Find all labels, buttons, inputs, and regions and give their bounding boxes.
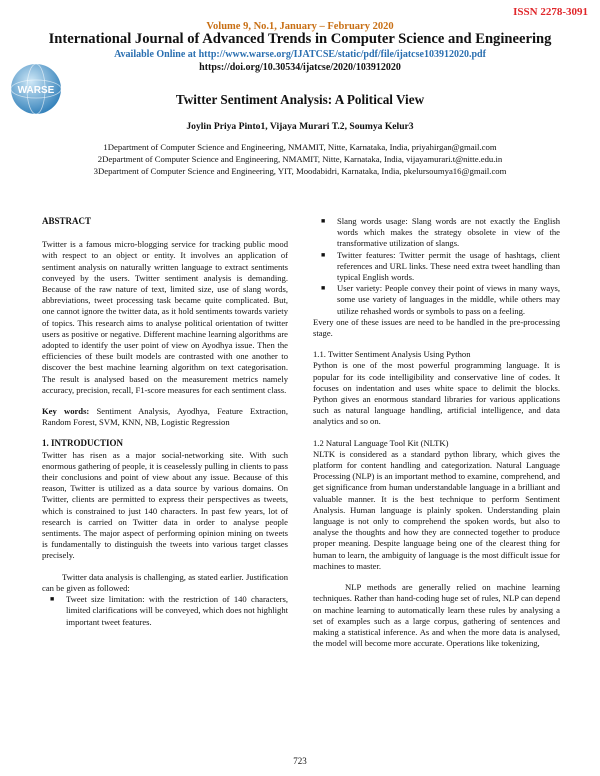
- issn: ISSN 2278-3091: [513, 6, 588, 18]
- intro-paragraph-2: Twitter data analysis is challenging, as stated earlier. Justification can be given as followed:: [42, 571, 288, 593]
- bullet-item: ■ User variety: People convey their point of views in many ways, some use variety of languages in the middle, while others may utilize rehashed words or symbols to pass on a feeling.: [321, 283, 560, 316]
- keywords: [42, 406, 288, 428]
- bullet-item: ■ Twitter features: Twitter permit the usage of hashtags, client references and URL links. These need extra tweet handling than typical English words.: [321, 249, 560, 283]
- abstract-heading: ABSTRACT: [42, 216, 92, 226]
- bullet-icon: ■: [321, 217, 326, 225]
- affiliation-3: 3Department of Computer Science and Engineering, YIT, Moodabidri, Karnataka, India, pkelursoumya16@gmail.com: [93, 166, 507, 176]
- page-number: 723: [293, 756, 307, 766]
- left-column: [42, 216, 288, 628]
- keywords-text: Sentiment Analysis, Ayodhya, Feature Extraction, Random Forest, SVM, KNN, NB, Logistic Regression: [42, 406, 288, 428]
- section-1-2-heading: 1.2 Natural Language Tool Kit (NLTK): [313, 437, 449, 448]
- doi-link[interactable]: https://doi.org/10.30534/ijatcse/2020/103912020: [199, 62, 401, 73]
- journal-title: International Journal of Advanced Trends in Computer Science and Engineering: [48, 31, 552, 47]
- bullet-icon: ■: [321, 284, 326, 293]
- after-bullets-text: Every one of these issues are need to be handled in the pre-processing stage.: [313, 316, 560, 339]
- right-bullet-list: [313, 216, 560, 317]
- affiliations: [0, 141, 600, 177]
- intro-paragraph-1: Twitter has risen as a major social-networking site. With such enormous gathering of people, it is ceaselessly pulling in clients to pass their conclusions and point of view about any issue. Because of this reason, Twitter is utilized as a data source by various domains. On Twitter, clients are permitted to express their perspectives as tweets, which is constrained to just 140 characters. In past few years, lot of research is carried on Twitter data in order to analyse people sentiments. The major aspect of performing opinion mining on tweets is fundamentally to distinguish the tweets into various target classes precisely.: [42, 449, 288, 561]
- available-online-link[interactable]: Available Online at http://www.warse.org/IJATCSE/static/pdf/file/ijatcse103912020.pdf: [114, 49, 486, 60]
- logo-text: WARSE: [17, 85, 55, 96]
- bullet-icon: ■: [50, 595, 55, 604]
- keywords-label: Key words:: [42, 406, 90, 417]
- section-1-2-text: NLTK is considered as a standard python library, which gives the platform for content handling and categorization. Natural Language Processing (NLP) is an important method to examine, comprehend, and get significance from human understandable language in a brilliant and valuable manner. It is the best technique to perform Sentiment Analysis. Human language is plainly spoken. Understanding plain language is not only to comprehend the spoken words, but also to analyse the thoughts and how they are connected together to produce proper meaning. Despite language being one of the clearest thing for human to learn, the ambiguity of language is the most difficult issue for machines to master.: [313, 448, 560, 571]
- left-bullet-list: [42, 594, 288, 628]
- bullet-item: ■ Tweet size limitation: with the restriction of 140 characters, limited clarifications will be conveyed, which does not highlight important tweet features.: [50, 594, 288, 627]
- authors: Joylin Priya Pinto1, Vijaya Murari T.2, Soumya Kelur3: [186, 121, 414, 132]
- bullet-item: ■ Slang words usage: Slang words are not exactly the English words which makes the strategy obsolete in view of the transformative utilization of slangs.: [321, 216, 560, 249]
- section-1-1-text: Python is one of the most powerful programming language. It is popular for its code intelligibility and conservative line of codes. It focuses on indentation and uses white space to delimit the blocks. Python gives an enormous standard libraries for various applications such as natural language handling, artificial intelligence, and data analytics and so on.: [313, 360, 560, 427]
- intro-heading: 1. INTRODUCTION: [42, 438, 124, 449]
- affiliation-1: 1Department of Computer Science and Engineering, NMAMIT, Nitte, Karnataka, India, priyahirgan@gmail.com: [103, 142, 497, 152]
- right-column: [313, 216, 560, 649]
- volume-line: Volume 9, No.1, January – February 2020: [206, 21, 394, 32]
- bullet-icon: ■: [321, 250, 326, 259]
- paper-title: Twitter Sentiment Analysis: A Political View: [175, 92, 425, 107]
- section-1-2-text-2: NLP methods are generally relied on machine learning techniques. Rather than hand-coding huge set of rules, NLP can depend on machine learning to automatically learn these rules by analysing a set of examples such as a large corpus, gathering of sentences and making a statistical inference. As and when the more data is analysed, the model will become more accurate. Operations like tokenizing,: [313, 582, 560, 649]
- affiliation-2: 2Department of Computer Science and Engineering, NMAMIT, Nitte, Karnataka, India, vijayamurari.t@nitte.edu.in: [97, 154, 503, 164]
- abstract-text: Twitter is a famous micro-blogging service for tracking public mood with respect to an object or entity. It involves an application of sentiment analysis on naturally written language to extract sentiments conveyed by the users. Twitter sentiment analysis is demanding. Because of the raw nature of text, limited size, use of slang words, abbreviations, tweet processing task became quite complicated. But, one cannot ignore the twitter data, as it hold sentiments towards variety of topics. This research aims to analyse political orientation of twitter users as positive or negative. Different machine learning algorithms are adopted to identify the user point of view on Ayodhya issue. Then the efficiencies of these built models are contrasted with one another to discover the best machine learning algorithm on text categorisation. The result is analysed based on the measurement metrics namely accuracy, precision, recall, F1-score measures for each sentiment class.: [42, 239, 288, 395]
- section-1-1-heading: 1.1. Twitter Sentiment Analysis Using Python: [313, 349, 471, 360]
